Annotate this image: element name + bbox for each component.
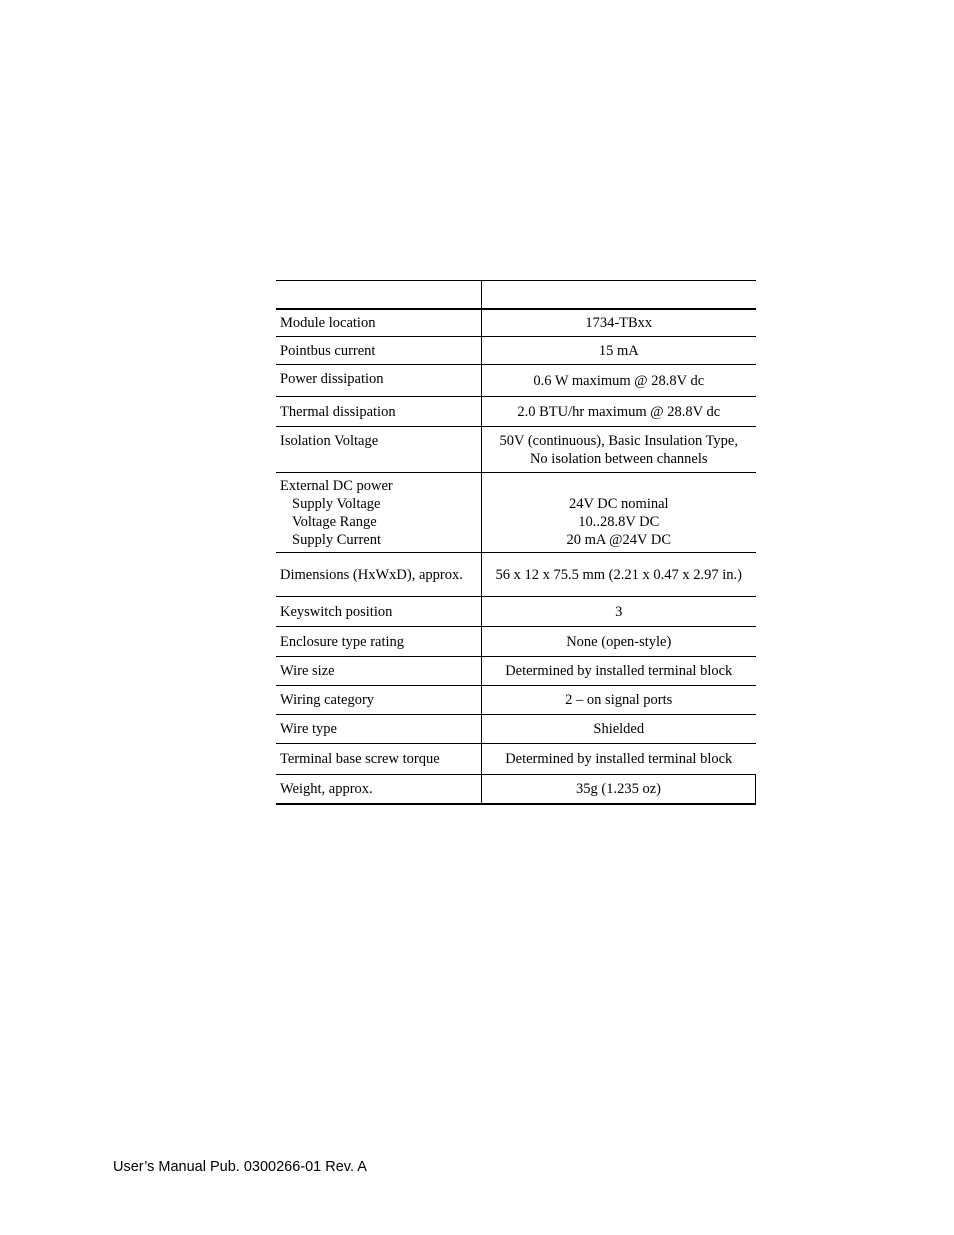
row-label-main: External DC power: [280, 477, 393, 494]
row-value: 15 mA: [482, 337, 756, 365]
row-value: 2 – on signal ports: [482, 686, 756, 715]
row-value: 3: [482, 597, 756, 627]
table-row: [276, 365, 756, 397]
row-label: [276, 473, 482, 553]
table-row: [276, 686, 756, 715]
specifications-table: [276, 280, 756, 805]
row-sub-value: 24V DC nominal: [568, 495, 669, 512]
row-value: Shielded: [482, 715, 756, 744]
row-sub-value: 10..28.8V DC: [578, 513, 660, 530]
row-label: Dimensions (HxWxD), approx.: [276, 553, 482, 597]
row-label: Pointbus current: [276, 337, 482, 365]
row-value: 56 x 12 x 75.5 mm (2.21 x 0.47 x 2.97 in.): [482, 553, 756, 597]
row-label: Wire type: [276, 715, 482, 744]
row-label: Keyswitch position: [276, 597, 482, 627]
table-row: [276, 473, 756, 553]
table-row: [276, 597, 756, 627]
row-value: Determined by installed terminal block: [482, 744, 756, 775]
row-label: Wire size: [276, 657, 482, 686]
row-label: Enclosure type rating: [276, 627, 482, 657]
row-value: 1734-TBxx: [482, 309, 756, 337]
row-value: Determined by installed terminal block: [482, 657, 756, 686]
table-row: [276, 553, 756, 597]
footer-publication-text: User’s Manual Pub. 0300266-01 Rev. A: [113, 1159, 367, 1175]
row-label: Isolation Voltage: [276, 427, 482, 473]
row-value: [482, 427, 756, 473]
row-label: Power dissipation: [276, 365, 482, 397]
table-row: [276, 657, 756, 686]
table-row: [276, 627, 756, 657]
row-value: 0.6 W maximum @ 28.8V dc: [482, 365, 756, 397]
row-sub-label: Supply Current: [292, 531, 382, 548]
header-cell-label: [276, 281, 482, 309]
row-label: Thermal dissipation: [276, 397, 482, 427]
row-label: Terminal base screw torque: [276, 744, 482, 775]
value-line: No isolation between channels: [529, 450, 708, 467]
table-row: [276, 715, 756, 744]
row-value: None (open-style): [482, 627, 756, 657]
table-row: [276, 744, 756, 775]
row-value: [482, 473, 756, 553]
table-row: [276, 427, 756, 473]
table-row: [276, 337, 756, 365]
table-row: [276, 397, 756, 427]
row-value: 2.0 BTU/hr maximum @ 28.8V dc: [482, 397, 756, 427]
row-sub-label: Supply Voltage: [292, 495, 381, 512]
header-cell-value: [482, 281, 756, 309]
table-row: [276, 775, 756, 804]
row-label: Wiring category: [276, 686, 482, 715]
value-line: 50V (continuous), Basic Insulation Type,: [499, 432, 738, 449]
row-sub-value: 20 mA @24V DC: [566, 531, 672, 548]
row-label: Module location: [276, 309, 482, 337]
table-header-row: [276, 281, 756, 309]
table-row: [276, 309, 756, 337]
row-sub-label: Voltage Range: [292, 513, 377, 530]
row-value: 35g (1.235 oz): [482, 775, 756, 804]
row-label: Weight, approx.: [276, 775, 482, 804]
